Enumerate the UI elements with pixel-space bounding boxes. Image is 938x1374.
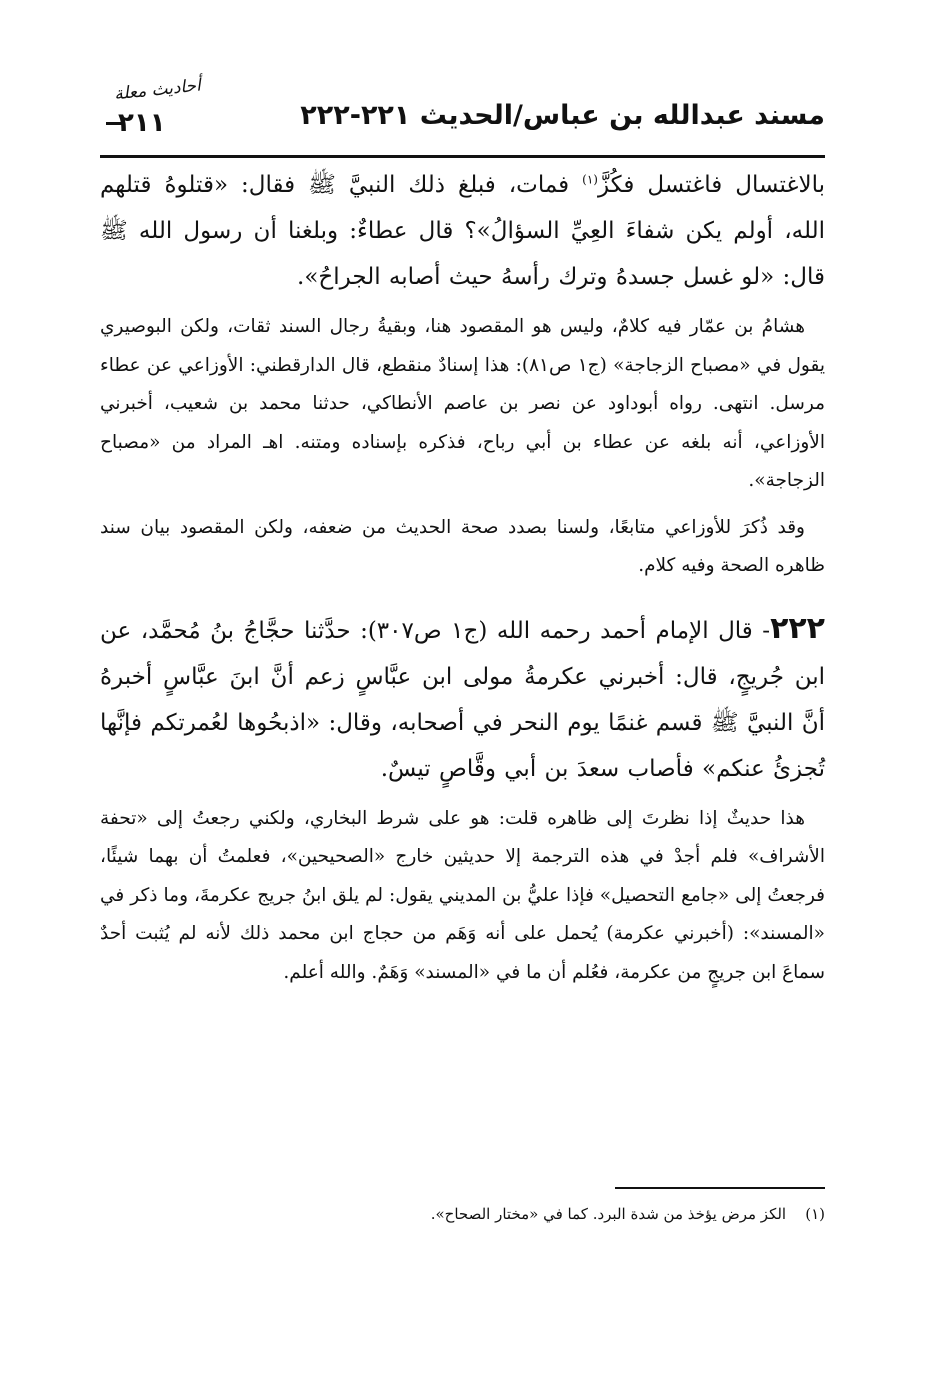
page-number-area [100,75,240,148]
footnote-text: الكز مرض يؤخذ من شدة البرد. كما في «مختار الصحاح». [430,1205,787,1223]
page-number: ٢١١ [118,108,166,138]
hadith-continuation-paragraph [100,162,825,300]
footnote-marker: (١) [805,1205,825,1223]
hadith-text-start: بالاغتسال فاغتسل فكُزَّ [597,172,825,198]
running-title: مسند عبدالله بن عباس/الحديث ٢٢١-٢٢٢ [300,100,825,131]
commentary-paragraph: هشامُ بن عمّار فيه كلامٌ، وليس هو المقصود هنا، وبقيةُ رجال السند ثقات، ولكن البوصيري يقول في «مصباح الزجاجة» (ج١ ص٨١): هذا إسنادٌ منقطع، قال الدارقطني: الأوزاعي عن عطاء مرسل. انتهى. رواه أبوداود عن نصر بن عاصم الأنطاكي، حدثنا محمد بن شعيب، أخبرني الأوزاعي، أنه بلغه عن عطاء بن أبي رباح، فذكره بإسناده ومتنه. اهـ المراد من «مصباح الزجاجة». [100,316,825,491]
page-header [100,75,825,158]
commentary-paragraph: هذا حديثٌ إذا نظرتَ إلى ظاهره قلت: هو على شرط البخاري، ولكني رجعتُ إلى «تحفة الأشراف» فلم أجدْ في هذه الترجمة إلا حديثين خارج «الصحيحين»، فعلمتُ أن بهما شيئًا، فرجعتُ إلى «جامع التحصيل» فإذا عليُّ بن المديني يقول: لم يلق ابنُ جريج عكرمةَ، وما ذكر في «المسند»: (أخبرني عكرمة) يُحمل على أنه وَهَم من حجاج ابن محمد ذلك لأنه لم يُثبت أحدٌ سماعَ ابن جريجٍ من عكرمة، فعُلم أن ما في «المسند» وَهَمٌ. والله أعلم. [100,807,825,983]
footnote-rule [615,1187,825,1189]
commentary-paragraph: وقد ذُكرَ للأوزاعي متابعًا، ولسنا بصدد صحة الحديث من ضعفه، ولكن المقصود بيان سند ظاهره الصحة وفيه كلام. [100,516,825,576]
footnote [100,1200,825,1228]
hadith-text-rest: فمات، فبلغ ذلك النبيَّ ﷺ فقال: «قتلوهُ قتلهم الله، أولم يكن شفاءَ العِيِّ السؤالُ»؟ قال عطاءٌ: وبلغنا أن رسول الله ﷺ قال: «لو غسل جسدهُ وترك رأسهُ حيث أصابه الجراحُ». [100,172,825,290]
page-body [100,162,825,992]
hadith-number: ٢٢٢ [770,610,825,646]
header-rule [100,155,825,158]
handwritten-margin-note: أحاديث معلة [113,75,202,105]
hadith-paragraph [100,606,825,792]
footnote-reference: (١) [582,172,598,187]
hadith-text: - قال الإمام أحمد رحمه الله (ج١ ص٣٠٧): حدَّثنا حجَّاجُ بنُ مُحمَّد، عن ابن جُريجٍ، قال: أخبرني عكرمةُ مولى ابن عبَّاسٍ زعم أنَّ ابنَ عبَّاسٍ أخبرهُ أنَّ النبيَّ ﷺ قسم غنمًا يوم النحر في أصحابه، وقال: «اذبحُوها لعُمرتكم فإنَّها تُجزئُ عنكم» فأصاب سعدَ بن أبي وقَّاصٍ تيسٌ. [100,617,825,782]
